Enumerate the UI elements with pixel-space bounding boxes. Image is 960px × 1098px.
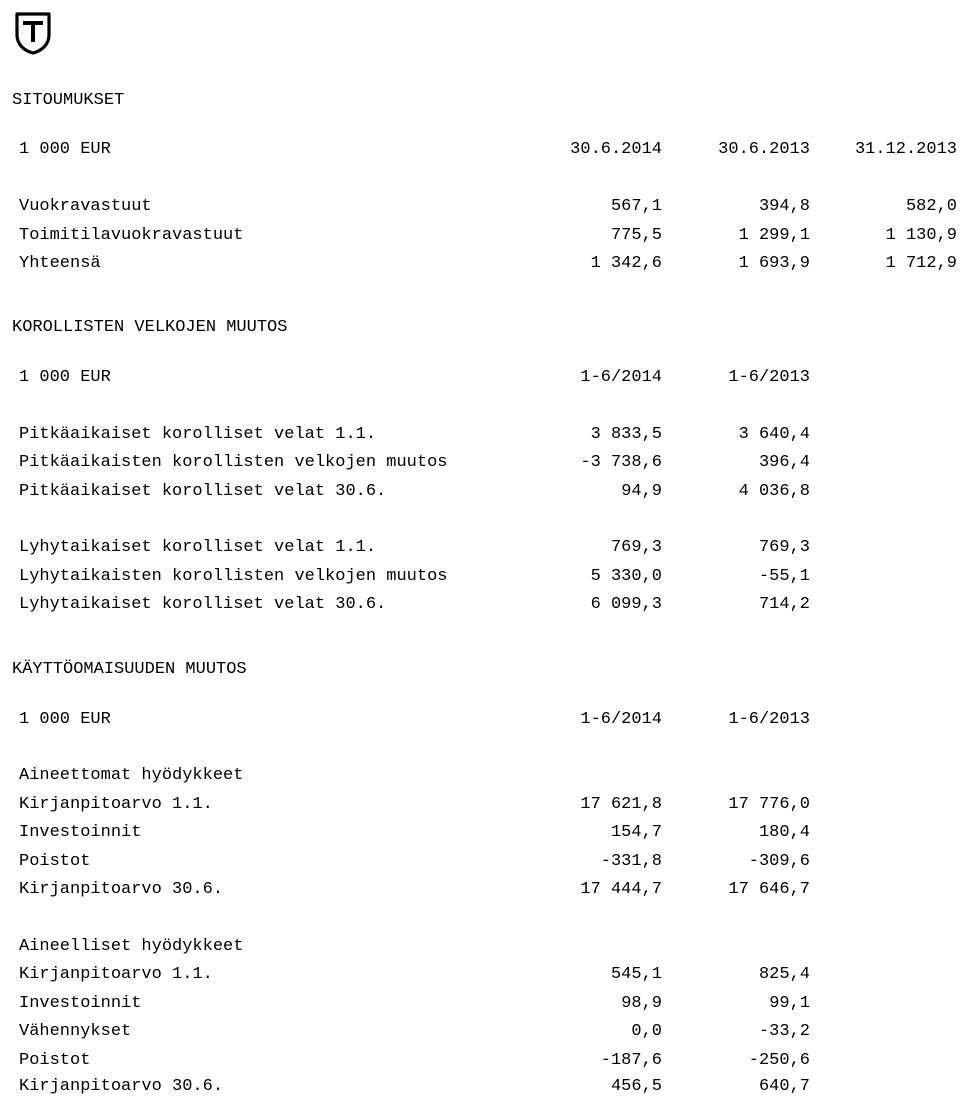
row-label: Poistot bbox=[19, 852, 91, 871]
row-value: 1 712,9 bbox=[885, 254, 957, 273]
row-label: Vuokravastuut bbox=[19, 197, 152, 216]
row-value: -55,1 bbox=[758, 567, 810, 586]
row-value: 714,2 bbox=[758, 595, 810, 614]
row-value: 180,4 bbox=[758, 823, 810, 842]
row-label: Yhteensä bbox=[19, 254, 101, 273]
section-title-korollisten-velkojen-muutos: KOROLLISTEN VELKOJEN MUUTOS bbox=[12, 318, 288, 337]
table-row bbox=[0, 851, 960, 873]
row-value: 394,8 bbox=[758, 197, 810, 216]
row-label: Kirjanpitoarvo 30.6. bbox=[19, 1077, 224, 1096]
row-value: -250,6 bbox=[748, 1051, 810, 1070]
table-row bbox=[0, 253, 960, 275]
row-value: 1 130,9 bbox=[885, 226, 957, 245]
table-row bbox=[0, 566, 960, 588]
shield-t-logo-icon bbox=[13, 11, 53, 55]
row-value: 396,4 bbox=[758, 453, 810, 472]
row-value: 769,3 bbox=[758, 538, 810, 557]
row-value: 99,1 bbox=[769, 994, 810, 1013]
table-row bbox=[0, 1050, 960, 1072]
row-label: Kirjanpitoarvo 1.1. bbox=[19, 965, 213, 984]
row-value: 640,7 bbox=[758, 1077, 810, 1096]
section-title-kayttoomaisuuden-muutos: KÄYTTÖOMAISUUDEN MUUTOS bbox=[12, 660, 247, 679]
row-value: 0,0 bbox=[631, 1022, 662, 1041]
table-row bbox=[0, 225, 960, 247]
row-value: 17 776,0 bbox=[728, 795, 810, 814]
row-value: -309,6 bbox=[748, 852, 810, 871]
row-value: 94,9 bbox=[621, 482, 662, 501]
table-row bbox=[0, 964, 960, 986]
row-value: 5 330,0 bbox=[590, 567, 662, 586]
row-value: -3 738,6 bbox=[580, 453, 662, 472]
row-value: 769,3 bbox=[610, 538, 662, 557]
row-label: Aineettomat hyödykkeet bbox=[19, 766, 244, 785]
row-value: 17 646,7 bbox=[728, 880, 810, 899]
table-row bbox=[0, 196, 960, 218]
table-row bbox=[0, 452, 960, 474]
column-header: 1-6/2013 bbox=[728, 710, 810, 729]
table-row bbox=[0, 993, 960, 1015]
row-label: Kirjanpitoarvo 1.1. bbox=[19, 795, 213, 814]
row-label: Pitkäaikaiset korolliset velat 30.6. bbox=[19, 482, 387, 501]
column-header: 1-6/2013 bbox=[728, 368, 810, 387]
table-header-row bbox=[0, 139, 960, 161]
row-value: 3 640,4 bbox=[738, 425, 810, 444]
row-label: Pitkäaikaisten korollisten velkojen muutos bbox=[19, 453, 448, 472]
unit-label: 1 000 EUR bbox=[19, 710, 111, 729]
table-row bbox=[0, 794, 960, 816]
table-row bbox=[0, 765, 960, 787]
table-row bbox=[0, 594, 960, 616]
row-label: Kirjanpitoarvo 30.6. bbox=[19, 880, 224, 899]
row-value: 154,7 bbox=[610, 823, 662, 842]
row-value: 545,1 bbox=[610, 965, 662, 984]
row-label: Pitkäaikaiset korolliset velat 1.1. bbox=[19, 425, 377, 444]
row-value: 1 299,1 bbox=[738, 226, 810, 245]
row-value: 1 693,9 bbox=[738, 254, 810, 273]
row-value: 17 621,8 bbox=[580, 795, 662, 814]
unit-label: 1 000 EUR bbox=[19, 368, 111, 387]
row-value: 98,9 bbox=[621, 994, 662, 1013]
row-label: Investoinnit bbox=[19, 994, 142, 1013]
table-row bbox=[0, 822, 960, 844]
row-value: 6 099,3 bbox=[590, 595, 662, 614]
column-header: 31.12.2013 bbox=[854, 140, 957, 159]
column-header: 1-6/2014 bbox=[580, 710, 662, 729]
row-label: Lyhytaikaiset korolliset velat 30.6. bbox=[19, 595, 387, 614]
row-value: 456,5 bbox=[610, 1077, 662, 1096]
row-label: Vähennykset bbox=[19, 1022, 132, 1041]
table-header-row bbox=[0, 709, 960, 731]
row-value: -187,6 bbox=[600, 1051, 662, 1070]
table-row bbox=[0, 537, 960, 559]
row-label: Toimitilavuokravastuut bbox=[19, 226, 244, 245]
row-value: 4 036,8 bbox=[738, 482, 810, 501]
row-value: -331,8 bbox=[600, 852, 662, 871]
table-row bbox=[0, 936, 960, 958]
table-row bbox=[0, 879, 960, 901]
row-label: Aineelliset hyödykkeet bbox=[19, 937, 244, 956]
unit-label: 1 000 EUR bbox=[19, 140, 111, 159]
row-value: 582,0 bbox=[905, 197, 957, 216]
table-row bbox=[0, 424, 960, 446]
row-value: 567,1 bbox=[610, 197, 662, 216]
column-header: 30.6.2014 bbox=[570, 140, 662, 159]
row-label: Lyhytaikaisten korollisten velkojen muutos bbox=[19, 567, 448, 586]
row-label: Investoinnit bbox=[19, 823, 142, 842]
column-header: 30.6.2013 bbox=[718, 140, 810, 159]
table-row bbox=[0, 1021, 960, 1043]
table-row bbox=[0, 481, 960, 503]
row-value: 17 444,7 bbox=[580, 880, 662, 899]
section-title-sitoumukset: SITOUMUKSET bbox=[12, 91, 125, 110]
column-header: 1-6/2014 bbox=[580, 368, 662, 387]
table-header-row bbox=[0, 367, 960, 389]
table-row bbox=[0, 1076, 960, 1098]
row-value: 1 342,6 bbox=[590, 254, 662, 273]
row-value: 3 833,5 bbox=[590, 425, 662, 444]
row-label: Poistot bbox=[19, 1051, 91, 1070]
row-value: 775,5 bbox=[610, 226, 662, 245]
row-value: -33,2 bbox=[758, 1022, 810, 1041]
row-value: 825,4 bbox=[758, 965, 810, 984]
row-label: Lyhytaikaiset korolliset velat 1.1. bbox=[19, 538, 377, 557]
